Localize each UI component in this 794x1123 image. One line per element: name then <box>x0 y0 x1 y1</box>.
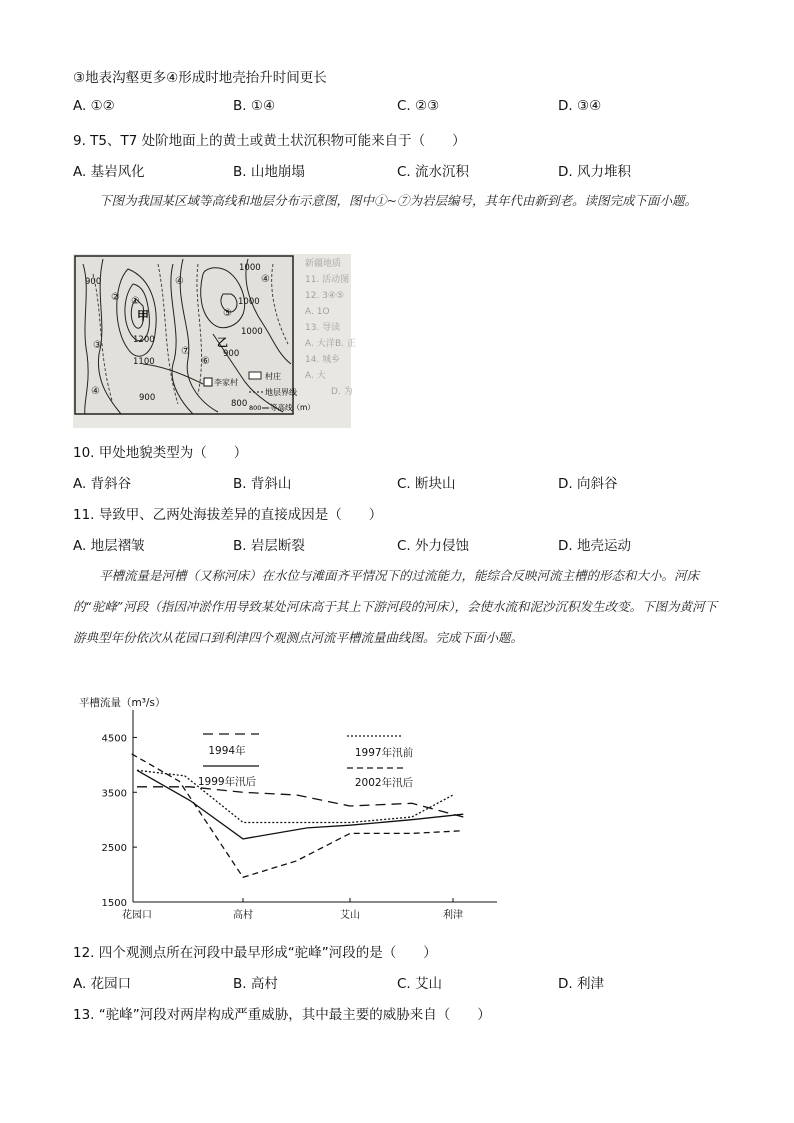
stratum-label: ② <box>111 292 120 303</box>
q8-option-d: D. ③④ <box>558 98 602 114</box>
q11-option-b: B. 岩层断裂 <box>233 538 305 554</box>
legend-village: 村庄 <box>265 372 281 381</box>
stratum-label: ④ <box>91 386 100 397</box>
bleed-text: 13. 导读 <box>305 323 341 333</box>
q9-option-c: C. 流水沉积 <box>397 164 470 180</box>
stratum-label: ① <box>131 296 140 307</box>
q8-option-c: C. ②③ <box>397 98 440 114</box>
contour-label: 1100 <box>133 357 155 367</box>
x-tick-label: 艾山 <box>340 910 360 921</box>
y-tick-label: 3500 <box>101 788 127 800</box>
stratum-label: ⑥ <box>201 356 210 367</box>
q12-stem: 12. 四个观测点所在河段中最早形成“驼峰”河段的是（ ） <box>73 945 437 961</box>
q9-stem: 9. T5、T7 处阶地面上的黄土或黄土状沉积物可能来自于（ ） <box>73 133 466 149</box>
legend-contour-sample: 800 <box>249 404 262 412</box>
contour-label: 1000 <box>241 327 263 337</box>
bleed-text: D. 为 <box>331 387 353 397</box>
y-tick-label: 4500 <box>101 733 127 745</box>
contour-label: 900 <box>139 393 156 403</box>
contour-label: 1000 <box>238 297 260 307</box>
legend-strata: 地层界线 <box>265 388 297 397</box>
q12-option-c: C. 艾山 <box>397 976 443 992</box>
legend-label: 2002年汛后 <box>354 777 414 789</box>
contour-map-figure <box>73 254 356 428</box>
y-tick-label: 1500 <box>101 898 127 909</box>
q11-option-a: A. 地层褶皱 <box>73 538 145 554</box>
contour-label: 1000 <box>239 263 261 273</box>
q12-option-b: B. 高村 <box>233 976 278 992</box>
q9-option-b: B. 山地崩塌 <box>233 164 305 180</box>
place-yi: 乙 <box>217 336 228 349</box>
map-intro-paragraph: 下图为我国某区域等高线和地层分布示意图，图中①~⑦为岩层编号，其年代由新到老。读图完成下面小题。 <box>99 193 697 208</box>
contour-label: 800 <box>231 399 248 409</box>
q12-option-d: D. 利津 <box>558 976 604 992</box>
q10-stem: 10. 甲处地貌类型为（ ） <box>73 445 248 461</box>
stratum-label: ⑤ <box>223 308 232 319</box>
q11-option-d: D. 地壳运动 <box>558 538 631 554</box>
chart-ylabel: 平槽流量（m³/s） <box>79 697 166 709</box>
q11-stem: 11. 导致甲、乙两处海拔差异的直接成因是（ ） <box>73 507 383 523</box>
village-symbol <box>204 378 212 386</box>
x-tick-label: 利津 <box>443 910 463 921</box>
q9-option-a: A. 基岩风化 <box>73 164 145 180</box>
bleed-text: A. 大洋 <box>305 339 335 349</box>
place-jia: 甲 <box>137 309 150 323</box>
contour-map-svg <box>73 254 356 428</box>
chart-svg <box>75 690 505 925</box>
contour-label: 900 <box>223 349 240 359</box>
bleed-text: B. 正 <box>335 339 356 349</box>
question-8-option-line: ③地表沟壑更多④形成时地壳抬升时间更长 <box>73 70 327 86</box>
bleed-through-text <box>305 257 356 397</box>
contour-label: 900 <box>85 277 102 287</box>
contour-label: 1200 <box>133 335 155 345</box>
bleed-text: 新疆地质 <box>305 259 342 269</box>
q11-option-c: C. 外力侵蚀 <box>397 538 470 554</box>
village-label: 李家村 <box>214 378 238 387</box>
stratum-label: ④ <box>175 276 184 287</box>
q10-option-c: C. 断块山 <box>397 476 456 492</box>
q10-option-b: B. 背斜山 <box>233 476 292 492</box>
bleed-text: 12. 3④⑤ <box>305 291 345 301</box>
x-tick-label: 花园口 <box>122 910 152 921</box>
q13-stem: 13. “驼峰”河段对两岸构成严重威胁，其中最主要的威胁来自（ ） <box>73 1007 491 1023</box>
series-line <box>137 787 463 817</box>
chart-intro-paragraph: 平槽流量是河槽（又称河床）在水位与滩面齐平情况下的过流能力，能综合反映河流主槽的形态和大小。河床的“驼峰”河段（指因冲淤作用导致某处河床高于其上下游河段的河床），会使水流和泥沙沉积发生改变。下图为黄河下游典型年份依次从花园口到利津四个观测点河流平槽流量曲线图。完成下面小题。 <box>73 568 718 645</box>
q10-option-d: D. 向斜谷 <box>558 476 618 492</box>
q9-option-d: D. 风力堆积 <box>558 164 631 180</box>
bleed-text: A. 大 <box>305 371 326 381</box>
bleed-text: 11. 活动图 <box>305 275 350 285</box>
stratum-label: ⑦ <box>181 346 190 357</box>
bankfull-discharge-chart <box>75 690 505 925</box>
legend-village-symbol <box>249 372 261 379</box>
q10-option-a: A. 背斜谷 <box>73 476 132 492</box>
legend-label: 1994年 <box>208 745 246 757</box>
q12-option-a: A. 花园口 <box>73 976 132 992</box>
x-tick-label: 高村 <box>233 910 253 921</box>
legend-contour: 等高线（m） <box>270 403 315 412</box>
bleed-text: 14. 城乡 <box>305 355 341 365</box>
q8-option-a: A. ①② <box>73 98 115 114</box>
stratum-label: ④ <box>261 274 270 285</box>
y-tick-label: 2500 <box>101 843 127 855</box>
q8-option-b: B. ①④ <box>233 98 276 114</box>
legend-label: 1999年汛后 <box>197 776 257 788</box>
bleed-text: A. 1O <box>305 307 330 317</box>
legend-label: 1997年汛前 <box>354 747 414 759</box>
stratum-label: ③ <box>93 340 102 351</box>
